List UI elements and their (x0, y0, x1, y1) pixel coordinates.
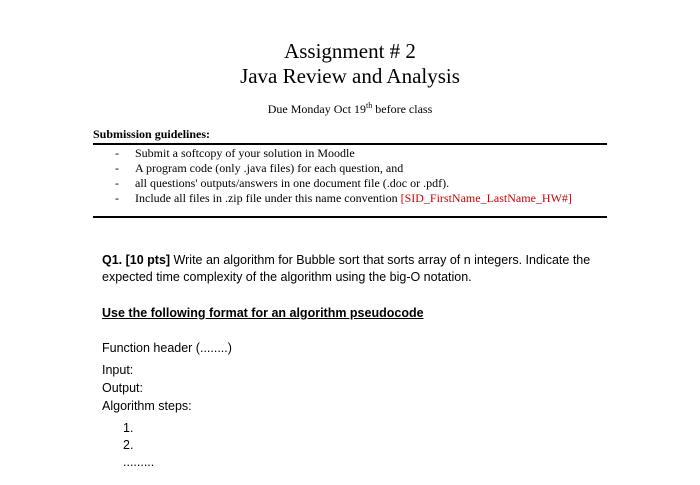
divider (93, 143, 607, 145)
question-1 (102, 252, 602, 286)
naming-convention: [SID_FirstName_LastName_HW#] (400, 191, 572, 205)
question-text: Write an algorithm for Bubble sort that sorts array of n integers. Indicate the expected time complexity of the algorithm using the big-O notation. (102, 253, 591, 284)
input-line: Input: (102, 363, 134, 377)
output-line: Output: (102, 381, 143, 395)
guideline-item: - Submit a softcopy of your solution in Moodle (115, 146, 355, 160)
assignment-subtitle: Java Review and Analysis (240, 64, 460, 88)
question-label: Q1. [10 pts] (102, 253, 171, 267)
step-item: ......... (123, 455, 155, 469)
guideline-item: - A program code (only .java files) for each question, and (115, 161, 404, 175)
step-item: 1. (123, 421, 134, 435)
format-heading: Use the following format for an algorithm pseudocode (102, 306, 424, 320)
algorithm-steps-label: Algorithm steps: (102, 399, 192, 413)
step-item: 2. (123, 438, 134, 452)
guideline-item: - Include all files in .zip file under this name convention [SID_FirstName_LastName_HW#] (115, 191, 572, 205)
function-header-line: Function header (........) (102, 341, 232, 355)
divider (93, 216, 607, 218)
due-date: Due Monday Oct 19th before class (267, 101, 433, 116)
guideline-item: - all questions' outputs/answers in one document file (.doc or .pdf). (115, 176, 450, 190)
assignment-title: Assignment # 2 (284, 39, 416, 63)
submission-guidelines-heading: Submission guidelines: (93, 127, 211, 141)
